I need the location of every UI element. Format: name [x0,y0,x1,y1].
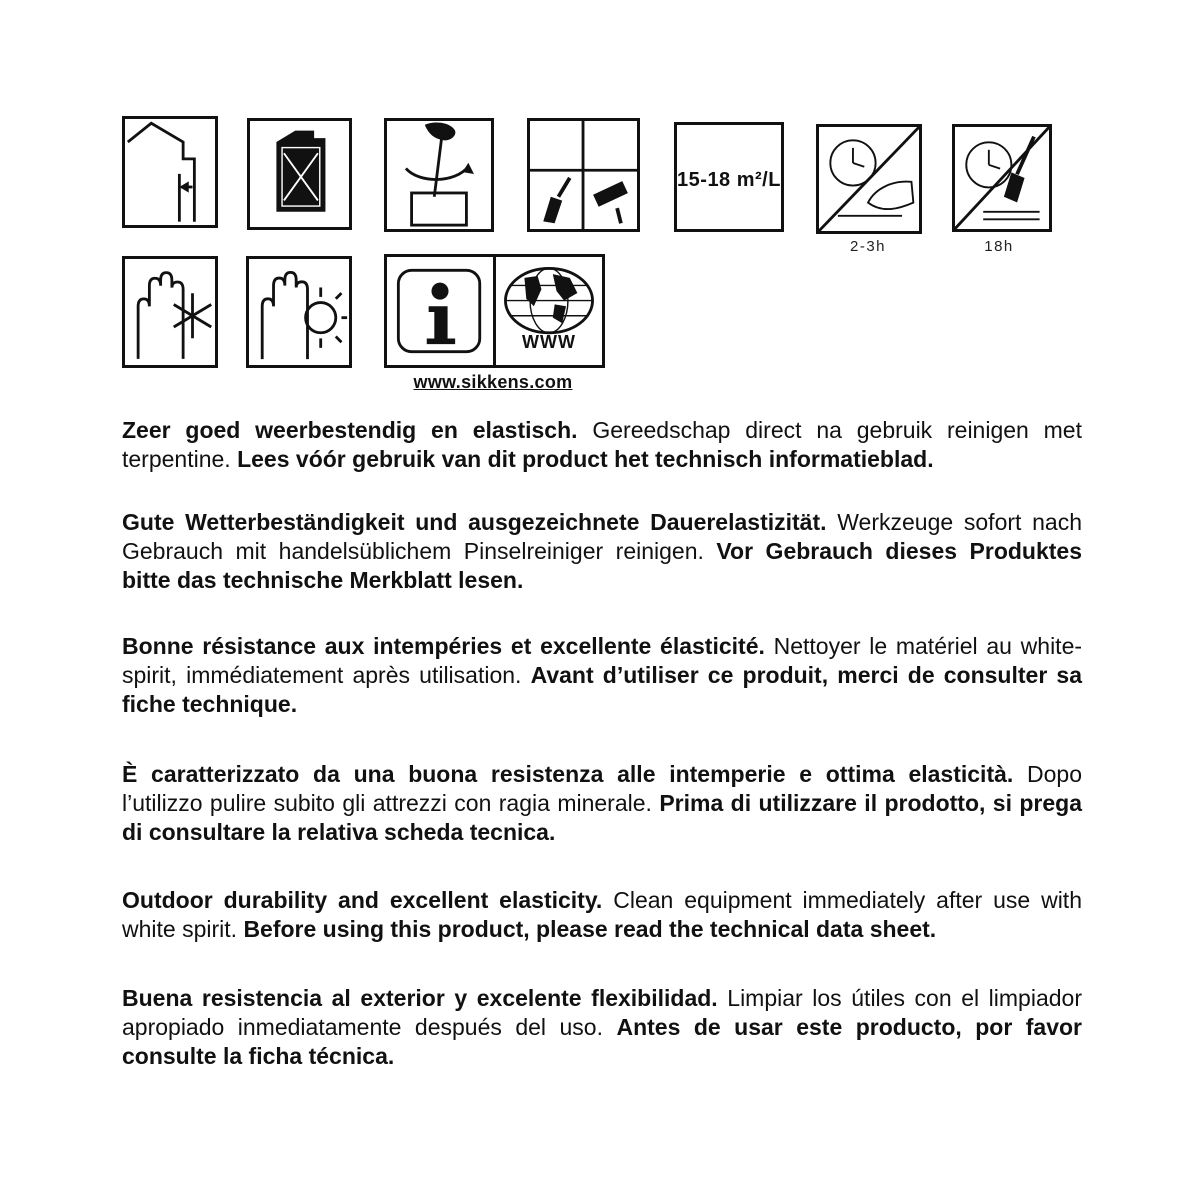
paragraph-english [122,886,1082,944]
body-text: Gereedschap direct na gebruik reinigen met terpentine. [122,417,1082,472]
lead-text: Bonne résistance aux intempéries et excellente élasticité. [122,633,765,659]
frost-warning-icon [122,256,218,368]
body-text: Limpiar los útiles con el limpiador apropiado inmediatamente después del uso. [122,985,1082,1040]
lead-text: È caratterizzato da una buona resistenza alle intemperie e ottima elasticità. [122,761,1014,787]
exterior-house-icon [122,116,218,228]
body-text: Dopo l’utilizzo pulire subito gli attrezzi con ragia minerale. [122,761,1082,816]
tail-text: Before using this product, please read the technical data sheet. [243,916,937,942]
paragraph-dutch [122,416,1082,474]
paragraph-spanish [122,984,1082,1071]
paragraph-italian [122,760,1082,847]
website-link[interactable]: www.sikkens.com [413,372,573,392]
www-label: WWW [522,332,576,352]
lead-text: Outdoor durability and excellent elasticity. [122,887,603,913]
body-text: Clean equipment immediately after use with white spirit. [122,887,1082,942]
recoat-time-label: 18h [984,238,1014,255]
drying-time-label: 2-3h [849,238,887,255]
recoat-time-icon [952,124,1052,232]
drying-time-icon [816,124,922,234]
coverage-icon [674,122,784,232]
body-text: Werkzeuge sofort nach Gebrauch mit handelsüblichem Pinselreiniger reinigen. [122,509,1083,564]
brush-roller-icon [527,118,640,232]
paragraph-german [122,508,1082,595]
paragraph-french [122,632,1082,719]
tin-can-icon [247,118,352,230]
coverage-value: 15-18 m²/L [677,169,781,191]
body-text: Nettoyer le matériel au white-spirit, immédiatement après utilisation. [122,633,1083,688]
tail-text: Antes de usar este producto, por favor consulte la ficha técnica. [122,1014,1083,1069]
lead-text: Gute Wetterbeständigkeit und ausgezeichnete Dauerelastizität. [122,509,827,535]
globe-www-icon [493,254,605,368]
lead-text: Zeer goed weerbestendig en elastisch. [122,417,578,443]
heat-warning-icon [246,256,352,368]
tail-text: Prima di utilizzare il prodotto, si prega di consultare la relativa scheda tecnica. [122,790,1082,845]
info-icon [384,254,496,368]
tail-text: Lees vóór gebruik van dit product het technisch informatieblad. [237,446,934,472]
tail-text: Avant d’utiliser ce produit, merci de consulter sa fiche technique. [122,662,1083,717]
stir-icon [384,118,494,232]
tail-text: Vor Gebrauch dieses Produktes bitte das technische Merkblatt lesen. [122,538,1083,593]
lead-text: Buena resistencia al exterior y excelente flexibilidad. [122,985,718,1011]
